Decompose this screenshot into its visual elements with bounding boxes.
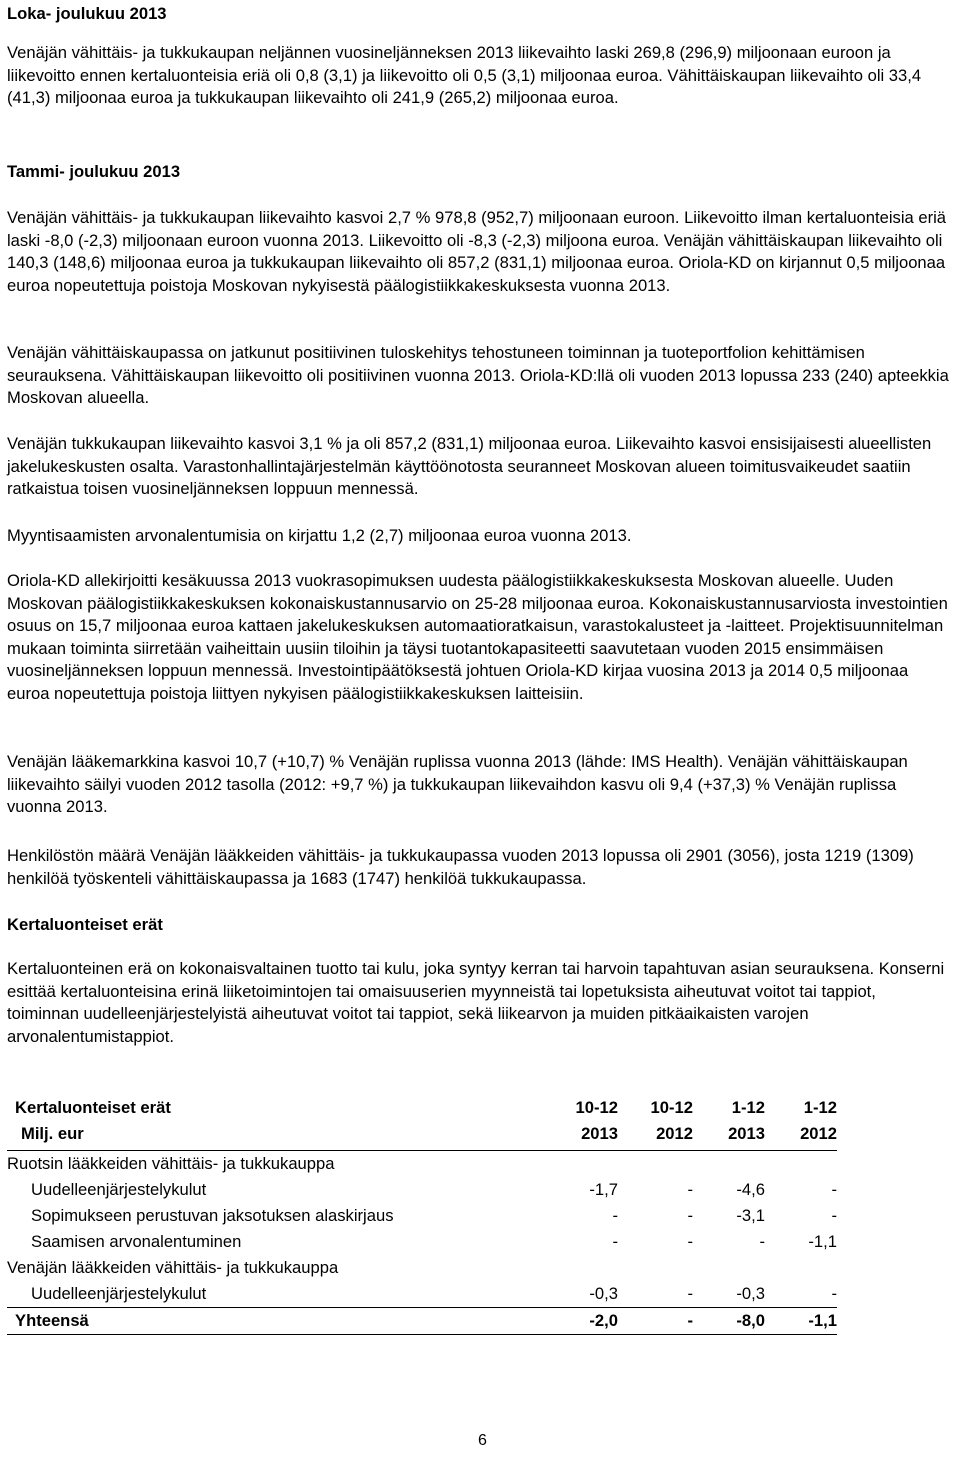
cell: - [612,1206,618,1225]
row-label: Uudelleenjärjestelykulut [31,1180,207,1199]
table-title: Kertaluonteiset erät [15,1098,171,1117]
cell: - [612,1232,618,1251]
col-header: 1-12 [731,1098,765,1117]
cell: -3,1 [736,1206,765,1225]
cell: - [687,1206,693,1225]
col-header: 10-12 [575,1098,618,1117]
nonrecurring-items-table [7,1098,837,1335]
paragraph-logistics: Oriola-KD allekirjoitti kesäkuussa 2013 vuokrasopimuksen uudesta päälogistiikkakeskuksesta Moskovan alueelle. Uuden Moskovan päälogistiikkakeskuksen kokonaiskustannusarvio on 25-28 miljoonaa euroa. Kokonaiskustannusarviosta investointien osuus on 15,7 miljoonaa euroa kattaen jakelukeskuksen automaatioratkaisun, varastokalusteet ja -laitteet. Projektisuunnitelman mukaan toiminta siirretään vaiheittain uusiin tiloihin ja täysi tuotantokapasiteetti saavutetaan vuoden 2015 ensimmäisen vuosineljänneksen loppuun mennessä. Investointipäätöksestä johtuen Oriola-KD kirjaa vuosina 2013 ja 2014 0,5 miljoonaa euroa nopeutettuja poistoja liittyen nykyisen päälogistiikkakeskuksen laitteisiin. [7,571,948,703]
cell: - [687,1180,693,1199]
col-header: 10-12 [650,1098,693,1117]
cell: - [831,1284,837,1303]
cell [546,1151,618,1178]
cell [546,1255,618,1281]
table-row [7,1151,837,1178]
total-cell: -1,1 [765,1308,837,1335]
paragraph-receivables: Myyntisaamisten arvonalentumisia on kirjattu 1,2 (2,7) miljoonaa euroa vuonna 2013. [7,526,632,545]
row-label: Venäjän lääkkeiden vähittäis- ja tukkukauppa [7,1258,339,1277]
col-header: 2012 [765,1124,837,1151]
table-header-row [7,1124,837,1151]
cell [765,1151,837,1178]
total-cell: -8,0 [693,1308,765,1335]
total-label: Yhteensä [7,1308,546,1335]
table-row [7,1255,837,1281]
table-row [7,1203,837,1229]
table-row [7,1281,837,1308]
table-row [7,1177,837,1203]
col-header: 2012 [618,1124,693,1151]
paragraph-personnel: Henkilöstön määrä Venäjän lääkkeiden vähittäis- ja tukkukaupassa vuoden 2013 lopussa oli 2901 (3056), josta 1219 (1309) henkilöä työskenteli vähittäiskaupassa ja 1683 (1747) henkilöä tukkukaupassa. [7,846,914,888]
row-label: Sopimukseen perustuvan jaksotuksen alaskirjaus [31,1206,394,1225]
paragraph-retail: Venäjän vähittäiskaupassa on jatkunut positiivinen tuloskehitys tehostuneen toiminnan ja tuoteportfolion kehittämisen seurauksena. Vähittäiskaupan liikevoitto oli positiivinen vuonna 2013. Oriola-KD:llä oli vuoden 2013 lopussa 233 (240) apteekkia Moskovan alueella. [7,343,949,407]
cell: - [831,1206,837,1225]
total-cell: - [618,1308,693,1335]
row-label: Ruotsin lääkkeiden vähittäis- ja tukkukauppa [7,1154,335,1173]
table-header-row [7,1098,837,1124]
cell [693,1151,765,1178]
table-total-row [7,1308,837,1335]
col-header: 2013 [693,1124,765,1151]
table-unit: Milj. eur [7,1124,546,1151]
row-label: Uudelleenjärjestelykulut [31,1284,207,1303]
cell: -1,1 [808,1232,837,1251]
cell: -0,3 [589,1284,618,1303]
cell [618,1255,693,1281]
paragraph-market: Venäjän lääkemarkkina kasvoi 10,7 (+10,7) % Venäjän ruplissa vuonna 2013 (lähde: IMS Health). Venäjän vähittäiskaupan liikevaihto säilyi vuoden 2012 tasolla (2012: +9,7 %) ja tukkukaupan liikevaihdon kasvu oli 9,4 (+37,3) % Venäjän ruplissa vuonna 2013. [7,752,908,816]
paragraph-nonrecurring: Kertaluonteinen erä on kokonaisvaltainen tuotto tai kulu, joka syntyy kerran tai harvoin tapahtuvan asian seurauksena. Konserni esittää kertaluonteisina erinä liiketoimintojen tai omaisuuserien myynneistä tai lopetuksista aiheutuvat voitot tai tappiot, toiminnan uudelleenjärjestelyistä aiheutuvat voitot tai tappiot, sekä liikearvon ja muiden pitkäaikaisten varojen arvonalentumistappiot. [7,959,945,1046]
table-row [7,1229,837,1255]
paragraph-fullyear: Venäjän vähittäis- ja tukkukaupan liikevaihto kasvoi 2,7 % 978,8 (952,7) miljoonaan euroon. Liikevoitto ilman kertaluonteisia eriä laski -8,0 (-2,3) miljoonaan euroon vuonna 2013. Liikevoitto oli -8,3 (-2,3) miljoona euroa. Venäjän vähittäiskaupan liikevaihto oli 140,3 (148,6) miljoonaa euroa ja tukkukaupan liikevaihto oli 857,2 (831,1) miljoonaa euroa. Oriola-KD on kirjannut 0,5 miljoonaa euroa nopeutettuja poistoja Moskovan nykyisestä päälogistiikkakeskuksesta vuonna 2013. [7,208,947,295]
heading-fullyear: Tammi- joulukuu 2013 [7,162,181,181]
paragraph-wholesale: Venäjän tukkukaupan liikevaihto kasvoi 3,1 % ja oli 857,2 (831,1) miljoonaa euroa. Liikevaihto kasvoi ensisijaisesti alueellisten jakelukeskusten osalta. Varastonhallintajärjestelmän käyttöönotosta seuranneet Moskovan alueen toimitusvaikeudet saatiin ratkaistua toisen vuosineljänneksen loppuun mennessä. [7,434,932,498]
heading-q4: Loka- joulukuu 2013 [7,4,167,23]
col-header: 2013 [546,1124,618,1151]
cell: - [759,1232,765,1251]
cell [618,1151,693,1178]
cell: -1,7 [589,1180,618,1199]
heading-nonrecurring: Kertaluonteiset erät [7,915,163,934]
page-number: 6 [478,1432,487,1449]
cell: - [831,1180,837,1199]
cell: - [687,1284,693,1303]
cell: - [687,1232,693,1251]
cell: -0,3 [736,1284,765,1303]
row-label: Saamisen arvonalentuminen [31,1232,242,1251]
cell: -4,6 [736,1180,765,1199]
col-header: 1-12 [803,1098,837,1117]
cell [765,1255,837,1281]
total-cell: -2,0 [546,1308,618,1335]
cell [693,1255,765,1281]
paragraph-q4: Venäjän vähittäis- ja tukkukaupan neljännen vuosineljänneksen 2013 liikevaihto laski 269,8 (296,9) miljoonaan euroon ja liikevoitto ennen kertaluonteisia eriä oli 0,8 (3,1) ja liikevoitto oli 0,5 (3,1) miljoonaa euroa. Vähittäiskaupan liikevaihto oli 33,4 (41,3) miljoonaa euroa ja tukkukaupan liikevaihto oli 241,9 (265,2) miljoonaa euroa. [7,43,922,107]
